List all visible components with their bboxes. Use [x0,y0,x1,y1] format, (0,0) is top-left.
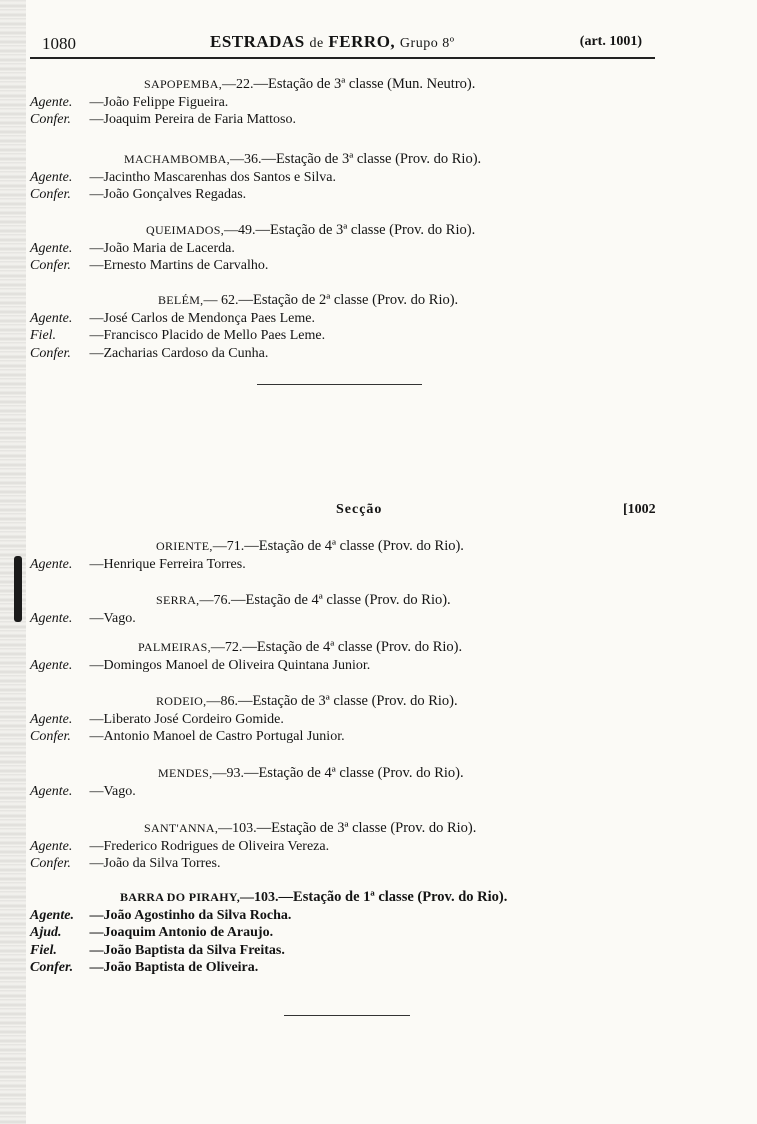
staff-row [26,186,666,204]
station-line [26,693,666,711]
staff-person: —João Gonçalves Regadas. [89,187,247,202]
staff-role: Agente. [30,838,73,854]
staff-role: Ajud. [30,925,62,940]
section-heading: Secção [336,502,383,517]
staff-role: Confer. [30,258,71,273]
staff-role: Fiel. [30,328,57,343]
page-edge-shadow [0,0,26,1124]
staff-person: —Henrique Ferreira Torres. [89,556,246,572]
staff-row [26,94,666,112]
running-title [210,32,455,52]
station-name: SAPOPEMBA, [144,77,223,91]
title-ferro: FERRO, [328,32,396,51]
staff-role: Confer. [30,112,71,127]
binding-mark [14,556,22,622]
title-main: ESTRADAS [210,32,305,51]
staff-person: —Zacharias Cardoso da Cunha. [89,345,269,361]
station-line [26,76,666,94]
staff-person: —Ernesto Martins de Carvalho. [89,258,269,273]
station-entry [26,639,666,674]
staff-person: —Frederico Rodrigues de Oliveira Vereza. [89,838,330,854]
staff-role: Agente. [30,657,73,673]
station-km: —76. [199,593,231,608]
station-description: —Estação de 4ª classe (Prov. do Rio). [230,592,451,608]
staff-person: —João Felippe Figueira. [89,94,229,110]
title-de: de [309,36,324,51]
staff-role: Confer. [30,856,71,871]
staff-person: —João Agostinho da Silva Rocha. [89,907,292,923]
station-line [26,222,666,240]
station-name: SERRA, [156,593,200,607]
header-rule [30,57,655,59]
staff-row [26,855,666,873]
staff-person: —Francisco Placido de Mello Paes Leme. [89,328,326,343]
staff-person: —João Baptista da Silva Freitas. [89,942,285,958]
staff-row [26,838,666,856]
staff-role: Agente. [30,310,73,326]
staff-person: —Antonio Manoel de Castro Portugal Junior. [89,729,345,744]
staff-row [26,959,666,977]
staff-row [26,169,666,187]
staff-row [26,111,666,129]
station-line [26,538,666,556]
station-name: MENDES, [158,766,213,780]
station-line [26,889,666,907]
station-km: —22. [222,77,254,92]
station-description: —Estação de 4ª classe (Prov. do Rio). [244,538,464,554]
staff-row [26,907,666,925]
staff-row [26,345,666,363]
staff-person: —José Carlos de Mendonça Paes Leme. [89,310,315,326]
station-name: BARRA DO PIRAHY, [120,890,241,904]
staff-row [26,310,666,328]
staff-person: —Joaquim Pereira de Faria Mattoso. [89,112,296,127]
staff-row [26,924,666,942]
staff-role: Agente. [30,711,73,727]
station-description: —Estação de 1ª classe (Prov. do Rio). [278,889,508,905]
station-km: —72. [210,640,243,655]
staff-role: Confer. [30,960,74,975]
staff-person: —Vago. [89,610,136,626]
station-description: —Estação de 2ª classe (Prov. do Rio). [238,292,459,308]
staff-person: —Liberato José Cordeiro Gomide. [89,711,284,727]
station-entry [26,765,666,800]
section-reference: [1002 [623,502,656,517]
staff-role: Agente. [30,907,74,923]
station-km: —93. [212,766,244,781]
staff-role: Confer. [30,729,71,744]
station-entry [26,292,666,362]
staff-role: Confer. [30,345,71,361]
station-name: QUEIMADOS, [146,223,224,237]
station-km: — 62. [203,293,239,308]
page-header [42,32,642,56]
staff-role: Agente. [30,169,73,185]
end-divider [284,1015,410,1016]
staff-row [26,556,666,574]
staff-role: Agente. [30,240,73,256]
staff-role: Confer. [30,187,71,202]
staff-role: Agente. [30,610,73,626]
station-description: —Estação de 4ª classe (Prov. do Rio). [243,765,464,781]
station-description: —Estação de 3ª classe (Mun. Neutro). [253,76,476,92]
station-km: —71. [212,539,245,554]
station-description: —Estação de 4ª classe (Prov. do Rio). [242,639,463,655]
station-line [26,765,666,783]
page-number: 1080 [42,34,76,53]
staff-row [26,327,666,345]
article-reference: (art. 1001) [579,34,642,49]
station-entry [26,151,666,204]
station-description: —Estação de 3ª classe (Prov. do Rio). [237,693,458,709]
staff-row [26,657,666,675]
station-description: —Estação de 3ª classe (Prov. do Rio). [261,151,482,167]
station-name: ORIENTE, [156,539,213,553]
staff-row [26,240,666,258]
station-description: —Estação de 3ª classe (Prov. do Rio). [255,222,476,238]
staff-role: Agente. [30,783,73,799]
staff-role: Agente. [30,556,73,572]
station-entry [26,592,666,627]
station-name: BELÉM, [158,293,204,307]
station-entry [26,889,666,977]
staff-role: Fiel. [30,942,57,958]
staff-row [26,610,666,628]
staff-role: Agente. [30,94,73,110]
staff-person: —Vago. [89,783,136,799]
staff-person: —João Maria de Lacerda. [89,240,235,256]
staff-row [26,711,666,729]
station-name: PALMEIRAS, [138,640,211,654]
staff-person: —Jacintho Mascarenhas dos Santos e Silva. [89,169,337,185]
station-entry [26,76,666,129]
title-grupo: Grupo 8º [399,36,455,51]
staff-row [26,783,666,801]
station-line [26,151,666,169]
station-entry [26,538,666,573]
station-line [26,639,666,657]
station-km: —103. [240,890,279,905]
station-line [26,592,666,610]
staff-row [26,942,666,960]
station-km: —103. [218,821,257,836]
staff-person: —João da Silva Torres. [89,856,221,871]
station-km: —36. [229,152,262,167]
station-km: —49. [224,223,256,238]
station-name: MACHAMBOMBA, [124,152,230,166]
staff-row [26,257,666,275]
station-description: —Estação de 3ª classe (Prov. do Rio). [256,820,477,836]
station-name: SANT'ANNA, [144,821,219,835]
station-entry [26,693,666,746]
staff-row [26,728,666,746]
section-divider [257,384,422,385]
staff-person: —Domingos Manoel de Oliveira Quintana Junior. [89,657,371,673]
station-line [26,292,666,310]
station-entry [26,222,666,275]
station-line [26,820,666,838]
station-entry [26,820,666,873]
station-km: —86. [206,694,238,709]
staff-person: —Joaquim Antonio de Araujo. [89,925,274,940]
station-name: RODEIO, [156,694,207,708]
staff-person: —João Baptista de Oliveira. [89,960,259,975]
